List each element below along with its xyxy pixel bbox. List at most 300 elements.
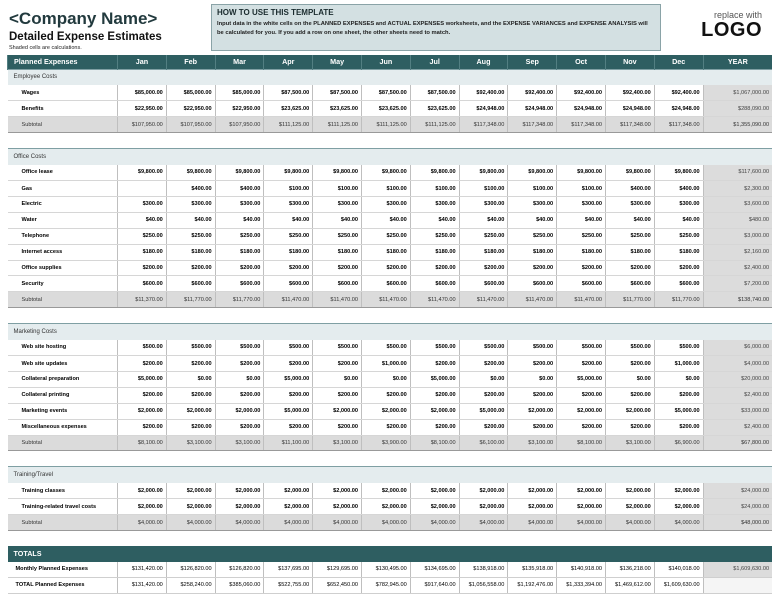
year-total-cell: $4,000.00 — [703, 356, 772, 372]
value-cell[interactable]: $40.00 — [118, 212, 167, 228]
table-row — [8, 419, 772, 435]
value-cell[interactable]: $600.00 — [215, 276, 264, 292]
value-cell[interactable]: $2,000.00 — [605, 483, 654, 499]
value-cell[interactable]: $100.00 — [313, 181, 362, 197]
totals-cell: $1,192,476.00 — [508, 577, 557, 593]
value-cell[interactable]: $200.00 — [118, 356, 167, 372]
value-cell[interactable]: $180.00 — [361, 244, 410, 260]
subtotal-label: Subtotal — [8, 435, 118, 451]
value-cell[interactable]: $2,000.00 — [361, 403, 410, 419]
section-title: Training/Travel — [8, 467, 772, 483]
value-cell[interactable]: $2,000.00 — [605, 403, 654, 419]
subtotal-cell: $4,000.00 — [605, 515, 654, 531]
value-cell[interactable]: $200.00 — [215, 419, 264, 435]
value-cell[interactable]: $200.00 — [410, 419, 459, 435]
value-cell[interactable]: $0.00 — [654, 371, 703, 387]
value-cell[interactable]: $180.00 — [557, 244, 606, 260]
value-cell[interactable]: $24,948.00 — [605, 101, 654, 117]
value-cell[interactable]: $9,800.00 — [118, 165, 167, 181]
value-cell[interactable]: $2,000.00 — [215, 403, 264, 419]
value-cell[interactable]: $600.00 — [313, 276, 362, 292]
value-cell[interactable]: $24,948.00 — [508, 101, 557, 117]
value-cell[interactable]: $180.00 — [313, 244, 362, 260]
row-label: Telephone — [8, 228, 118, 244]
subtotal-cell: $11,470.00 — [410, 292, 459, 308]
value-cell[interactable]: $600.00 — [361, 276, 410, 292]
value-cell[interactable]: $500.00 — [361, 340, 410, 356]
value-cell[interactable]: $200.00 — [654, 260, 703, 276]
value-cell[interactable]: $250.00 — [264, 228, 313, 244]
value-cell[interactable]: $180.00 — [410, 244, 459, 260]
value-cell[interactable]: $250.00 — [508, 228, 557, 244]
value-cell[interactable]: $500.00 — [605, 340, 654, 356]
value-cell[interactable]: $2,000.00 — [313, 483, 362, 499]
value-cell[interactable]: $85,000.00 — [118, 85, 167, 101]
value-cell[interactable]: $0.00 — [508, 371, 557, 387]
value-cell[interactable]: $100.00 — [459, 181, 508, 197]
value-cell[interactable]: $85,000.00 — [166, 85, 215, 101]
value-cell[interactable]: $200.00 — [508, 356, 557, 372]
value-cell[interactable]: $200.00 — [654, 419, 703, 435]
value-cell[interactable]: $200.00 — [508, 387, 557, 403]
value-cell[interactable]: $500.00 — [459, 340, 508, 356]
value-cell[interactable]: $2,000.00 — [410, 483, 459, 499]
value-cell[interactable]: $2,000.00 — [166, 499, 215, 515]
value-cell[interactable]: $200.00 — [166, 419, 215, 435]
year-total-cell: $1,067,000.00 — [703, 85, 772, 101]
subtotal-cell: $8,100.00 — [118, 435, 167, 451]
value-cell[interactable]: $200.00 — [410, 387, 459, 403]
section-spacer — [8, 133, 772, 149]
value-cell[interactable]: $200.00 — [264, 419, 313, 435]
value-cell[interactable]: $200.00 — [605, 356, 654, 372]
totals-cell: $522,755.00 — [264, 577, 313, 593]
value-cell[interactable]: $200.00 — [215, 356, 264, 372]
value-cell[interactable]: $250.00 — [118, 228, 167, 244]
value-cell[interactable]: $180.00 — [166, 244, 215, 260]
subtotal-year-cell: $1,355,090.00 — [703, 117, 772, 133]
value-cell[interactable]: $500.00 — [654, 340, 703, 356]
value-cell[interactable]: $250.00 — [313, 228, 362, 244]
value-cell[interactable]: $300.00 — [605, 196, 654, 212]
table-row — [8, 276, 772, 292]
subtotal-cell: $11,470.00 — [264, 292, 313, 308]
section-header-row — [8, 324, 772, 340]
value-cell[interactable]: $2,000.00 — [508, 403, 557, 419]
value-cell[interactable]: $24,948.00 — [459, 101, 508, 117]
subtotal-cell: $11,470.00 — [508, 292, 557, 308]
value-cell[interactable]: $9,800.00 — [166, 165, 215, 181]
value-cell[interactable]: $9,800.00 — [215, 165, 264, 181]
value-cell[interactable]: $200.00 — [166, 387, 215, 403]
value-cell[interactable]: $300.00 — [557, 196, 606, 212]
value-cell[interactable]: $2,000.00 — [410, 403, 459, 419]
value-cell[interactable]: $180.00 — [654, 244, 703, 260]
value-cell[interactable]: $180.00 — [118, 244, 167, 260]
value-cell[interactable]: $40.00 — [215, 212, 264, 228]
value-cell[interactable]: $600.00 — [508, 276, 557, 292]
value-cell[interactable]: $9,800.00 — [264, 165, 313, 181]
value-cell[interactable]: $40.00 — [410, 212, 459, 228]
value-cell[interactable]: $2,000.00 — [459, 499, 508, 515]
subtotal-cell: $3,100.00 — [508, 435, 557, 451]
value-cell[interactable]: $600.00 — [166, 276, 215, 292]
subtotal-cell: $117,348.00 — [654, 117, 703, 133]
value-cell[interactable]: $100.00 — [557, 181, 606, 197]
spacer-cell — [8, 451, 772, 467]
year-total-cell: $6,000.00 — [703, 340, 772, 356]
value-cell[interactable]: $200.00 — [264, 387, 313, 403]
value-cell[interactable]: $5,000.00 — [557, 371, 606, 387]
value-cell[interactable]: $5,000.00 — [410, 371, 459, 387]
totals-label: Monthly Planned Expenses — [8, 562, 118, 578]
year-total-cell: $480.00 — [703, 212, 772, 228]
value-cell[interactable]: $200.00 — [410, 260, 459, 276]
value-cell[interactable]: $5,000.00 — [654, 403, 703, 419]
year-total-cell: $24,000.00 — [703, 499, 772, 515]
subtotal-cell: $111,125.00 — [410, 117, 459, 133]
value-cell[interactable]: $9,800.00 — [410, 165, 459, 181]
value-cell[interactable]: $250.00 — [459, 228, 508, 244]
value-cell[interactable]: $200.00 — [557, 356, 606, 372]
totals-cell: $652,450.00 — [313, 577, 362, 593]
value-cell[interactable]: $1,000.00 — [654, 356, 703, 372]
value-cell[interactable]: $600.00 — [459, 276, 508, 292]
subtotal-cell: $11,770.00 — [215, 292, 264, 308]
subtotal-cell: $6,100.00 — [459, 435, 508, 451]
value-cell[interactable]: $600.00 — [605, 276, 654, 292]
value-cell[interactable]: $2,000.00 — [654, 483, 703, 499]
value-cell[interactable]: $250.00 — [557, 228, 606, 244]
value-cell[interactable]: $2,000.00 — [557, 483, 606, 499]
value-cell[interactable]: $2,000.00 — [557, 403, 606, 419]
value-cell[interactable]: $87,500.00 — [361, 85, 410, 101]
subtotal-cell: $4,000.00 — [215, 515, 264, 531]
year-total-cell: $33,000.00 — [703, 403, 772, 419]
subtotal-cell: $3,100.00 — [605, 435, 654, 451]
value-cell[interactable]: $300.00 — [410, 196, 459, 212]
value-cell[interactable]: $0.00 — [459, 371, 508, 387]
value-cell[interactable]: $500.00 — [166, 340, 215, 356]
totals-cell: $782,945.00 — [361, 577, 410, 593]
value-cell[interactable]: $40.00 — [313, 212, 362, 228]
value-cell[interactable]: $500.00 — [508, 340, 557, 356]
value-cell[interactable]: $180.00 — [264, 244, 313, 260]
logo-placeholder[interactable]: LOGO — [701, 19, 762, 41]
row-label: Training-related travel costs — [8, 499, 118, 515]
value-cell[interactable]: $300.00 — [313, 196, 362, 212]
value-cell[interactable]: $200.00 — [654, 387, 703, 403]
totals-label: TOTAL Planned Expenses — [8, 577, 118, 593]
value-cell[interactable]: $2,000.00 — [605, 499, 654, 515]
value-cell[interactable]: $85,000.00 — [215, 85, 264, 101]
value-cell[interactable]: $100.00 — [410, 181, 459, 197]
value-cell[interactable]: $400.00 — [654, 181, 703, 197]
row-label: Miscellaneous expenses — [8, 419, 118, 435]
table-header-row — [8, 55, 772, 69]
subtotal-cell: $8,100.00 — [557, 435, 606, 451]
value-cell[interactable]: $250.00 — [654, 228, 703, 244]
company-name[interactable]: <Company Name> — [9, 9, 158, 28]
value-cell[interactable]: $23,625.00 — [361, 101, 410, 117]
value-cell[interactable]: $200.00 — [459, 260, 508, 276]
table-row — [8, 181, 772, 197]
value-cell[interactable]: $300.00 — [264, 196, 313, 212]
value-cell[interactable]: $250.00 — [361, 228, 410, 244]
row-label: Benefits — [8, 101, 118, 117]
value-cell[interactable]: $200.00 — [118, 419, 167, 435]
value-cell[interactable]: $300.00 — [118, 196, 167, 212]
value-cell[interactable]: $9,800.00 — [459, 165, 508, 181]
value-cell[interactable]: $300.00 — [361, 196, 410, 212]
value-cell[interactable]: $180.00 — [508, 244, 557, 260]
value-cell[interactable]: $92,400.00 — [654, 85, 703, 101]
subtotal-cell: $4,000.00 — [313, 515, 362, 531]
value-cell[interactable]: $0.00 — [605, 371, 654, 387]
value-cell[interactable]: $87,500.00 — [313, 85, 362, 101]
value-cell[interactable]: $2,000.00 — [313, 403, 362, 419]
value-cell[interactable]: $300.00 — [215, 196, 264, 212]
row-label: Collateral printing — [8, 387, 118, 403]
header-month-aug: Aug — [459, 55, 508, 69]
totals-cell: $138,918.00 — [459, 562, 508, 578]
value-cell[interactable]: $200.00 — [459, 419, 508, 435]
value-cell[interactable]: $200.00 — [215, 260, 264, 276]
subtotal-year-cell: $48,000.00 — [703, 515, 772, 531]
value-cell[interactable]: $87,500.00 — [410, 85, 459, 101]
value-cell[interactable]: $5,000.00 — [264, 371, 313, 387]
value-cell[interactable]: $92,400.00 — [557, 85, 606, 101]
value-cell[interactable]: $0.00 — [313, 371, 362, 387]
value-cell[interactable]: $22,950.00 — [166, 101, 215, 117]
value-cell[interactable]: $500.00 — [215, 340, 264, 356]
value-cell[interactable] — [118, 181, 167, 197]
value-cell[interactable]: $200.00 — [313, 260, 362, 276]
value-cell[interactable]: $2,000.00 — [654, 499, 703, 515]
value-cell[interactable]: $100.00 — [264, 181, 313, 197]
value-cell[interactable]: $22,950.00 — [215, 101, 264, 117]
subtotal-cell: $4,000.00 — [166, 515, 215, 531]
subtotal-cell: $111,125.00 — [313, 117, 362, 133]
value-cell[interactable]: $0.00 — [361, 371, 410, 387]
value-cell[interactable]: $100.00 — [508, 181, 557, 197]
value-cell[interactable]: $200.00 — [361, 260, 410, 276]
value-cell[interactable]: $500.00 — [313, 340, 362, 356]
subtotal-cell: $3,100.00 — [313, 435, 362, 451]
value-cell[interactable]: $40.00 — [605, 212, 654, 228]
value-cell[interactable]: $500.00 — [118, 340, 167, 356]
value-cell[interactable]: $400.00 — [605, 181, 654, 197]
howto-text: Input data in the white cells on the PLANNED EXPENSES and ACTUAL EXPENSES worksheets, and the EXPENSE VARIANCES and EXPENSE ANALYSIS will be calculated for you. If you add a row on one sheet, the other sheets need to match. — [217, 21, 648, 36]
value-cell[interactable]: $2,000.00 — [118, 499, 167, 515]
value-cell[interactable]: $200.00 — [118, 260, 167, 276]
value-cell[interactable]: $200.00 — [166, 260, 215, 276]
value-cell[interactable]: $2,000.00 — [118, 403, 167, 419]
value-cell[interactable]: $200.00 — [557, 387, 606, 403]
subtotal-cell: $4,000.00 — [361, 515, 410, 531]
totals-cell: $131,420.00 — [118, 562, 167, 578]
value-cell[interactable]: $200.00 — [313, 419, 362, 435]
subtotal-cell: $107,950.00 — [166, 117, 215, 133]
value-cell[interactable]: $200.00 — [313, 387, 362, 403]
value-cell[interactable]: $300.00 — [508, 196, 557, 212]
value-cell[interactable]: $600.00 — [654, 276, 703, 292]
value-cell[interactable]: $200.00 — [459, 356, 508, 372]
value-cell[interactable]: $250.00 — [166, 228, 215, 244]
value-cell[interactable]: $250.00 — [215, 228, 264, 244]
subtotal-label: Subtotal — [8, 292, 118, 308]
year-total-cell: $24,000.00 — [703, 483, 772, 499]
value-cell[interactable]: $2,000.00 — [361, 483, 410, 499]
value-cell[interactable]: $200.00 — [508, 419, 557, 435]
totals-cell: $1,056,558.00 — [459, 577, 508, 593]
year-total-cell: $2,400.00 — [703, 260, 772, 276]
header-label: Planned Expenses — [8, 55, 118, 69]
value-cell[interactable]: $600.00 — [118, 276, 167, 292]
table-row — [8, 228, 772, 244]
value-cell[interactable]: $200.00 — [557, 419, 606, 435]
value-cell[interactable]: $2,000.00 — [361, 499, 410, 515]
value-cell[interactable]: $0.00 — [166, 371, 215, 387]
header-month-mar: Mar — [215, 55, 264, 69]
value-cell[interactable]: $22,950.00 — [118, 101, 167, 117]
value-cell[interactable]: $92,400.00 — [508, 85, 557, 101]
value-cell[interactable]: $200.00 — [361, 387, 410, 403]
table-row — [8, 165, 772, 181]
value-cell[interactable]: $40.00 — [166, 212, 215, 228]
value-cell[interactable]: $180.00 — [459, 244, 508, 260]
value-cell[interactable]: $200.00 — [361, 419, 410, 435]
value-cell[interactable]: $200.00 — [118, 387, 167, 403]
value-cell[interactable]: $87,500.00 — [264, 85, 313, 101]
value-cell[interactable]: $600.00 — [410, 276, 459, 292]
value-cell[interactable]: $40.00 — [654, 212, 703, 228]
value-cell[interactable]: $500.00 — [557, 340, 606, 356]
value-cell[interactable]: $200.00 — [557, 260, 606, 276]
value-cell[interactable]: $100.00 — [361, 181, 410, 197]
value-cell[interactable]: $24,948.00 — [557, 101, 606, 117]
howto-title: HOW TO USE THIS TEMPLATE — [217, 8, 334, 17]
section-title: Office Costs — [8, 149, 772, 165]
value-cell[interactable]: $2,000.00 — [166, 483, 215, 499]
value-cell[interactable]: $0.00 — [215, 371, 264, 387]
value-cell[interactable]: $24,948.00 — [654, 101, 703, 117]
totals-cell: $131,420.00 — [118, 577, 167, 593]
value-cell[interactable]: $9,800.00 — [557, 165, 606, 181]
value-cell[interactable]: $2,000.00 — [508, 499, 557, 515]
value-cell[interactable]: $250.00 — [605, 228, 654, 244]
value-cell[interactable]: $2,000.00 — [264, 499, 313, 515]
value-cell[interactable]: $180.00 — [605, 244, 654, 260]
totals-cell: $140,018.00 — [654, 562, 703, 578]
subtotal-cell: $117,348.00 — [459, 117, 508, 133]
value-cell[interactable]: $9,800.00 — [313, 165, 362, 181]
value-cell[interactable]: $92,400.00 — [459, 85, 508, 101]
value-cell[interactable]: $200.00 — [264, 260, 313, 276]
value-cell[interactable]: $2,000.00 — [264, 483, 313, 499]
value-cell[interactable]: $500.00 — [410, 340, 459, 356]
value-cell[interactable]: $600.00 — [557, 276, 606, 292]
value-cell[interactable]: $200.00 — [313, 356, 362, 372]
value-cell[interactable]: $500.00 — [264, 340, 313, 356]
value-cell[interactable]: $200.00 — [264, 356, 313, 372]
totals-cell: $1,469,612.00 — [605, 577, 654, 593]
value-cell[interactable]: $2,000.00 — [215, 483, 264, 499]
value-cell[interactable]: $2,000.00 — [557, 499, 606, 515]
section-spacer — [8, 308, 772, 324]
value-cell[interactable]: $200.00 — [605, 419, 654, 435]
value-cell[interactable]: $300.00 — [654, 196, 703, 212]
header-month-dec: Dec — [654, 55, 703, 69]
expense-table — [7, 55, 772, 594]
row-label: Web site hosting — [8, 340, 118, 356]
row-label: Training classes — [8, 483, 118, 499]
value-cell[interactable]: $9,800.00 — [508, 165, 557, 181]
logo-caption: replace with — [713, 10, 762, 20]
value-cell[interactable]: $40.00 — [557, 212, 606, 228]
value-cell[interactable]: $40.00 — [264, 212, 313, 228]
value-cell[interactable]: $9,800.00 — [361, 165, 410, 181]
subtotal-cell: $111,125.00 — [361, 117, 410, 133]
value-cell[interactable]: $200.00 — [215, 387, 264, 403]
value-cell[interactable]: $40.00 — [361, 212, 410, 228]
value-cell[interactable]: $300.00 — [459, 196, 508, 212]
value-cell[interactable]: $200.00 — [605, 387, 654, 403]
value-cell[interactable]: $1,000.00 — [361, 356, 410, 372]
year-total-cell: $7,200.00 — [703, 276, 772, 292]
value-cell[interactable]: $23,625.00 — [264, 101, 313, 117]
value-cell[interactable]: $400.00 — [166, 181, 215, 197]
row-label: Security — [8, 276, 118, 292]
value-cell[interactable]: $5,000.00 — [264, 403, 313, 419]
value-cell[interactable]: $200.00 — [166, 356, 215, 372]
value-cell[interactable]: $200.00 — [410, 356, 459, 372]
value-cell[interactable]: $2,000.00 — [118, 483, 167, 499]
table-row — [8, 356, 772, 372]
value-cell[interactable]: $180.00 — [215, 244, 264, 260]
value-cell[interactable]: $23,625.00 — [410, 101, 459, 117]
value-cell[interactable]: $300.00 — [166, 196, 215, 212]
table-row — [8, 340, 772, 356]
totals-row — [8, 562, 772, 578]
section-title: Marketing Costs — [8, 324, 772, 340]
value-cell[interactable]: $2,000.00 — [166, 403, 215, 419]
value-cell[interactable]: $200.00 — [459, 387, 508, 403]
totals-title: TOTALS — [8, 546, 772, 562]
value-cell[interactable]: $5,000.00 — [118, 371, 167, 387]
value-cell[interactable]: $600.00 — [264, 276, 313, 292]
totals-header-row — [8, 546, 772, 562]
value-cell[interactable]: $9,800.00 — [654, 165, 703, 181]
value-cell[interactable]: $2,000.00 — [459, 483, 508, 499]
value-cell[interactable]: $2,000.00 — [215, 499, 264, 515]
subtotal-cell: $107,950.00 — [215, 117, 264, 133]
spacer-cell — [8, 133, 772, 149]
value-cell[interactable]: $400.00 — [215, 181, 264, 197]
value-cell[interactable]: $92,400.00 — [605, 85, 654, 101]
value-cell[interactable]: $40.00 — [459, 212, 508, 228]
value-cell[interactable]: $2,000.00 — [313, 499, 362, 515]
value-cell[interactable]: $200.00 — [508, 260, 557, 276]
value-cell[interactable]: $9,800.00 — [605, 165, 654, 181]
value-cell[interactable]: $5,000.00 — [459, 403, 508, 419]
value-cell[interactable]: $2,000.00 — [508, 483, 557, 499]
value-cell[interactable]: $23,625.00 — [313, 101, 362, 117]
value-cell[interactable]: $200.00 — [605, 260, 654, 276]
value-cell[interactable]: $2,000.00 — [410, 499, 459, 515]
value-cell[interactable]: $250.00 — [410, 228, 459, 244]
value-cell[interactable]: $40.00 — [508, 212, 557, 228]
